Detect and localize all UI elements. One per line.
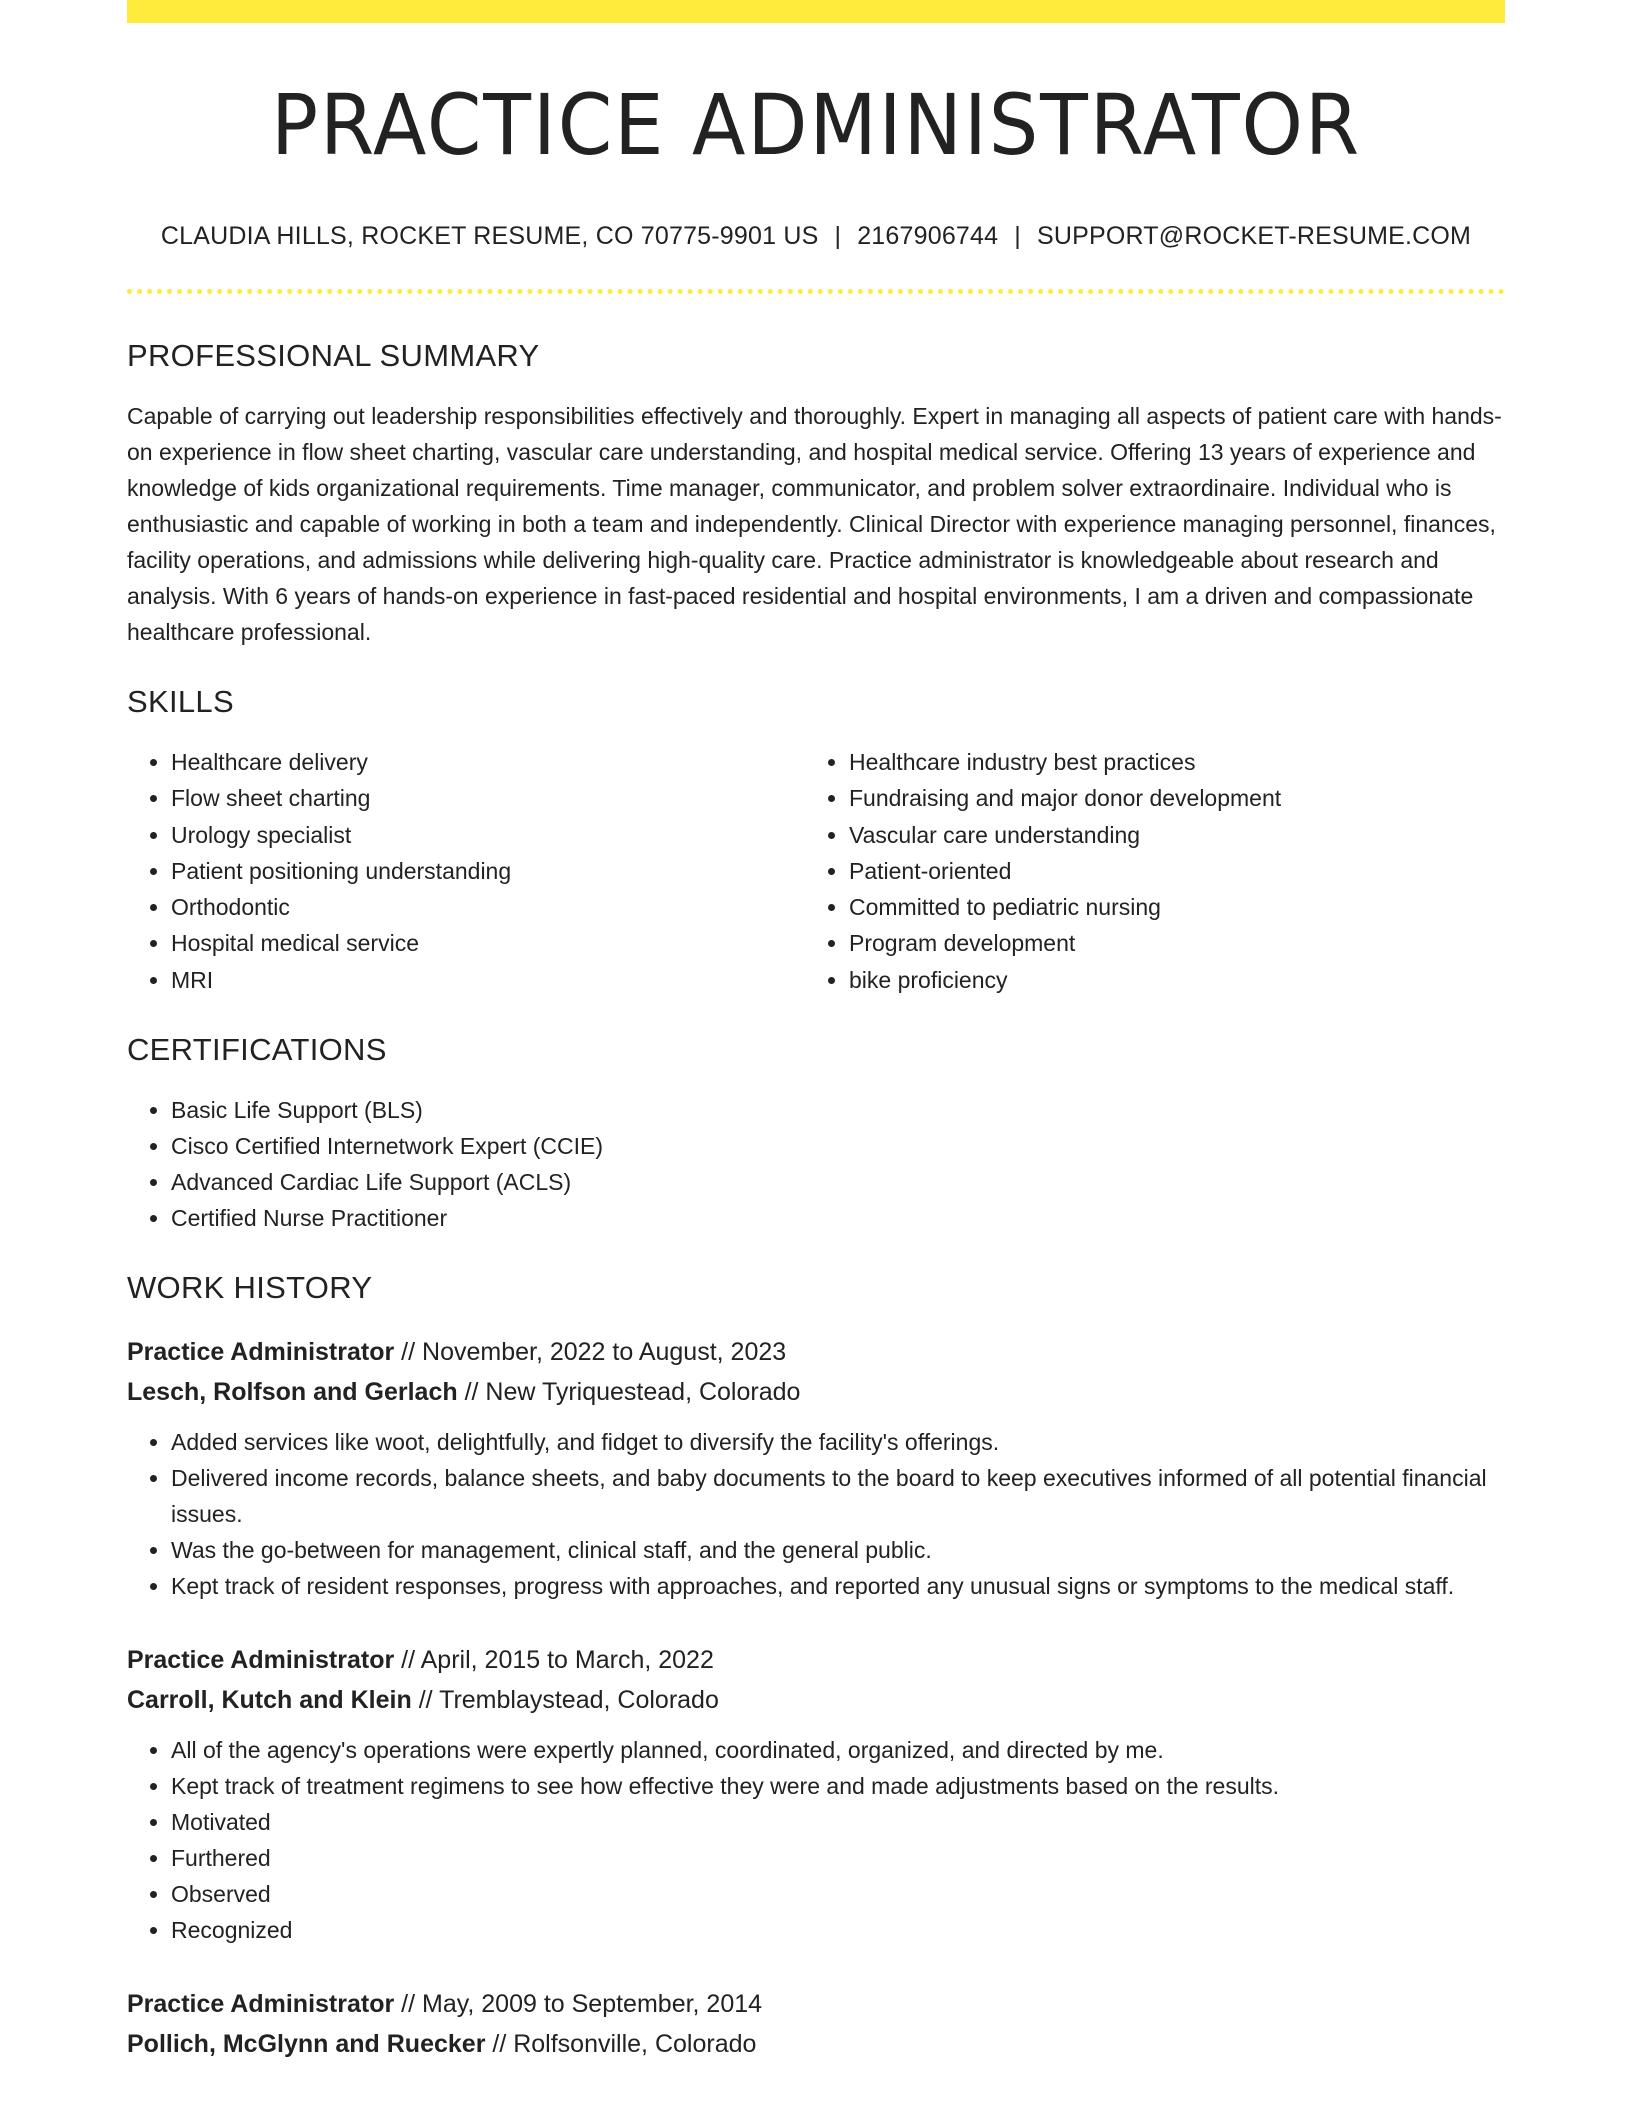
certification-item: • Certified Nurse Practitioner: [171, 1200, 1505, 1236]
job-role-line: [127, 1640, 1505, 1680]
skill-item: • Hospital medical service: [171, 925, 805, 961]
skill-item: • Committed to pediatric nursing: [849, 889, 1483, 925]
job-role: Practice Administrator: [127, 1338, 395, 1367]
job-bullets: [127, 1424, 1505, 1604]
job-entry: [127, 1640, 1505, 1948]
job-company-line: [127, 2024, 1505, 2064]
job-bullet: • Delivered income records, balance sheets, and baby documents to the board to keep executives informed of all potential financial issues.: [171, 1460, 1505, 1532]
skill-item: • Patient positioning understanding: [171, 853, 805, 889]
summary-section-title: PROFESSIONAL SUMMARY: [127, 338, 540, 373]
contact-separator: |: [834, 222, 842, 250]
job-location: // Tremblaystead, Colorado: [418, 1686, 719, 1715]
dotted-divider: [127, 289, 1505, 294]
contact-email: SUPPORT@ROCKET-RESUME.COM: [1036, 222, 1472, 250]
job-bullet: • Added services like woot, delightfully, and fidget to diversify the facility's offerings.: [171, 1424, 1505, 1460]
skill-item: • MRI: [171, 962, 805, 998]
skill-item: • Urology specialist: [171, 817, 805, 853]
job-role-line: [127, 1332, 1505, 1372]
job-dates: // May, 2009 to September, 2014: [401, 1990, 763, 2019]
skill-item: • bike proficiency: [849, 962, 1483, 998]
skill-item: • Vascular care understanding: [849, 817, 1483, 853]
contact-line: [127, 222, 1505, 251]
job-dates: // November, 2022 to August, 2023: [401, 1338, 787, 1367]
job-location: // New Tyriquestead, Colorado: [464, 1378, 801, 1407]
skill-item: • Orthodontic: [171, 889, 805, 925]
contact-separator: |: [1014, 222, 1021, 250]
job-role: Practice Administrator: [127, 1990, 395, 2019]
job-bullets: [127, 1732, 1505, 1948]
work-history-section-title: WORK HISTORY: [127, 1270, 373, 1306]
job-bullet: • All of the agency's operations were expertly planned, coordinated, organized, and directed by me.: [171, 1732, 1505, 1768]
job-company: Carroll, Kutch and Klein: [127, 1686, 412, 1715]
skill-item: • Patient-oriented: [849, 853, 1483, 889]
accent-top-bar: [127, 0, 1505, 23]
skills-section-title: SKILLS: [127, 684, 234, 719]
job-bullet: • Furthered: [171, 1840, 1505, 1876]
job-bullet: • Was the go-between for management, clinical staff, and the general public.: [171, 1532, 1505, 1568]
job-company: Lesch, Rolfson and Gerlach: [127, 1378, 458, 1407]
job-dates: // April, 2015 to March, 2022: [401, 1646, 714, 1675]
job-role-line: [127, 1984, 1505, 2024]
job-company-line: [127, 1372, 1505, 1412]
job-location: // Rolfsonville, Colorado: [492, 2030, 757, 2059]
job-role: Practice Administrator: [127, 1646, 395, 1675]
contact-phone: 2167906744: [857, 222, 999, 250]
skills-left-list: [127, 744, 805, 998]
certification-item: • Advanced Cardiac Life Support (ACLS): [171, 1164, 1505, 1200]
skill-item: • Fundraising and major donor development: [849, 780, 1483, 816]
job-entry: [127, 1332, 1505, 1604]
job-bullet: • Observed: [171, 1876, 1505, 1912]
skill-item: • Healthcare industry best practices: [849, 744, 1483, 780]
certifications-section-title: CERTIFICATIONS: [127, 1032, 387, 1068]
job-bullet: • Recognized: [171, 1912, 1505, 1948]
job-entry: [127, 1984, 1505, 2064]
certification-item: • Cisco Certified Internetwork Expert (CCIE): [171, 1128, 1505, 1164]
job-bullet: • Kept track of resident responses, progress with approaches, and reported any unusual signs or symptoms to the medical staff.: [171, 1568, 1505, 1604]
contact-address: CLAUDIA HILLS, ROCKET RESUME, CO 70775-9901 US: [160, 222, 819, 250]
resume-name-heading: PRACTICE ADMINISTRATOR: [270, 76, 1362, 174]
job-company-line: [127, 1680, 1505, 1720]
skill-item: • Program development: [849, 925, 1483, 961]
job-bullet: • Motivated: [171, 1804, 1505, 1840]
skills-columns: [127, 744, 1505, 998]
job-bullet: • Kept track of treatment regimens to see how effective they were and made adjustments based on the results.: [171, 1768, 1505, 1804]
summary-paragraph: Capable of carrying out leadership responsibilities effectively and thoroughly. Expert in managing all aspects of patient care with hands-on experience in flow sheet charting, vascular care understanding, and hospital medical service. Offering 13 years of experience and knowledge of kids organizational requirements. Time manager, communicator, and problem solver extraordinaire. Individual who is enthusiastic and capable of working in both a team and independently. Clinical Director with experience managing personnel, finances, facility operations, and admissions while delivering high-quality care. Practice administrator is knowledgeable about research and analysis. With 6 years of hands-on experience in fast-paced residential and hospital environments, I am a driven and compassionate healthcare professional.: [127, 403, 1502, 645]
skill-item: • Healthcare delivery: [171, 744, 805, 780]
certification-item: • Basic Life Support (BLS): [171, 1092, 1505, 1128]
job-company: Pollich, McGlynn and Ruecker: [127, 2030, 486, 2059]
certifications-list: [127, 1092, 1505, 1236]
resume-page: [127, 0, 1505, 2064]
skill-item: • Flow sheet charting: [171, 780, 805, 816]
skills-right-list: [805, 744, 1483, 998]
